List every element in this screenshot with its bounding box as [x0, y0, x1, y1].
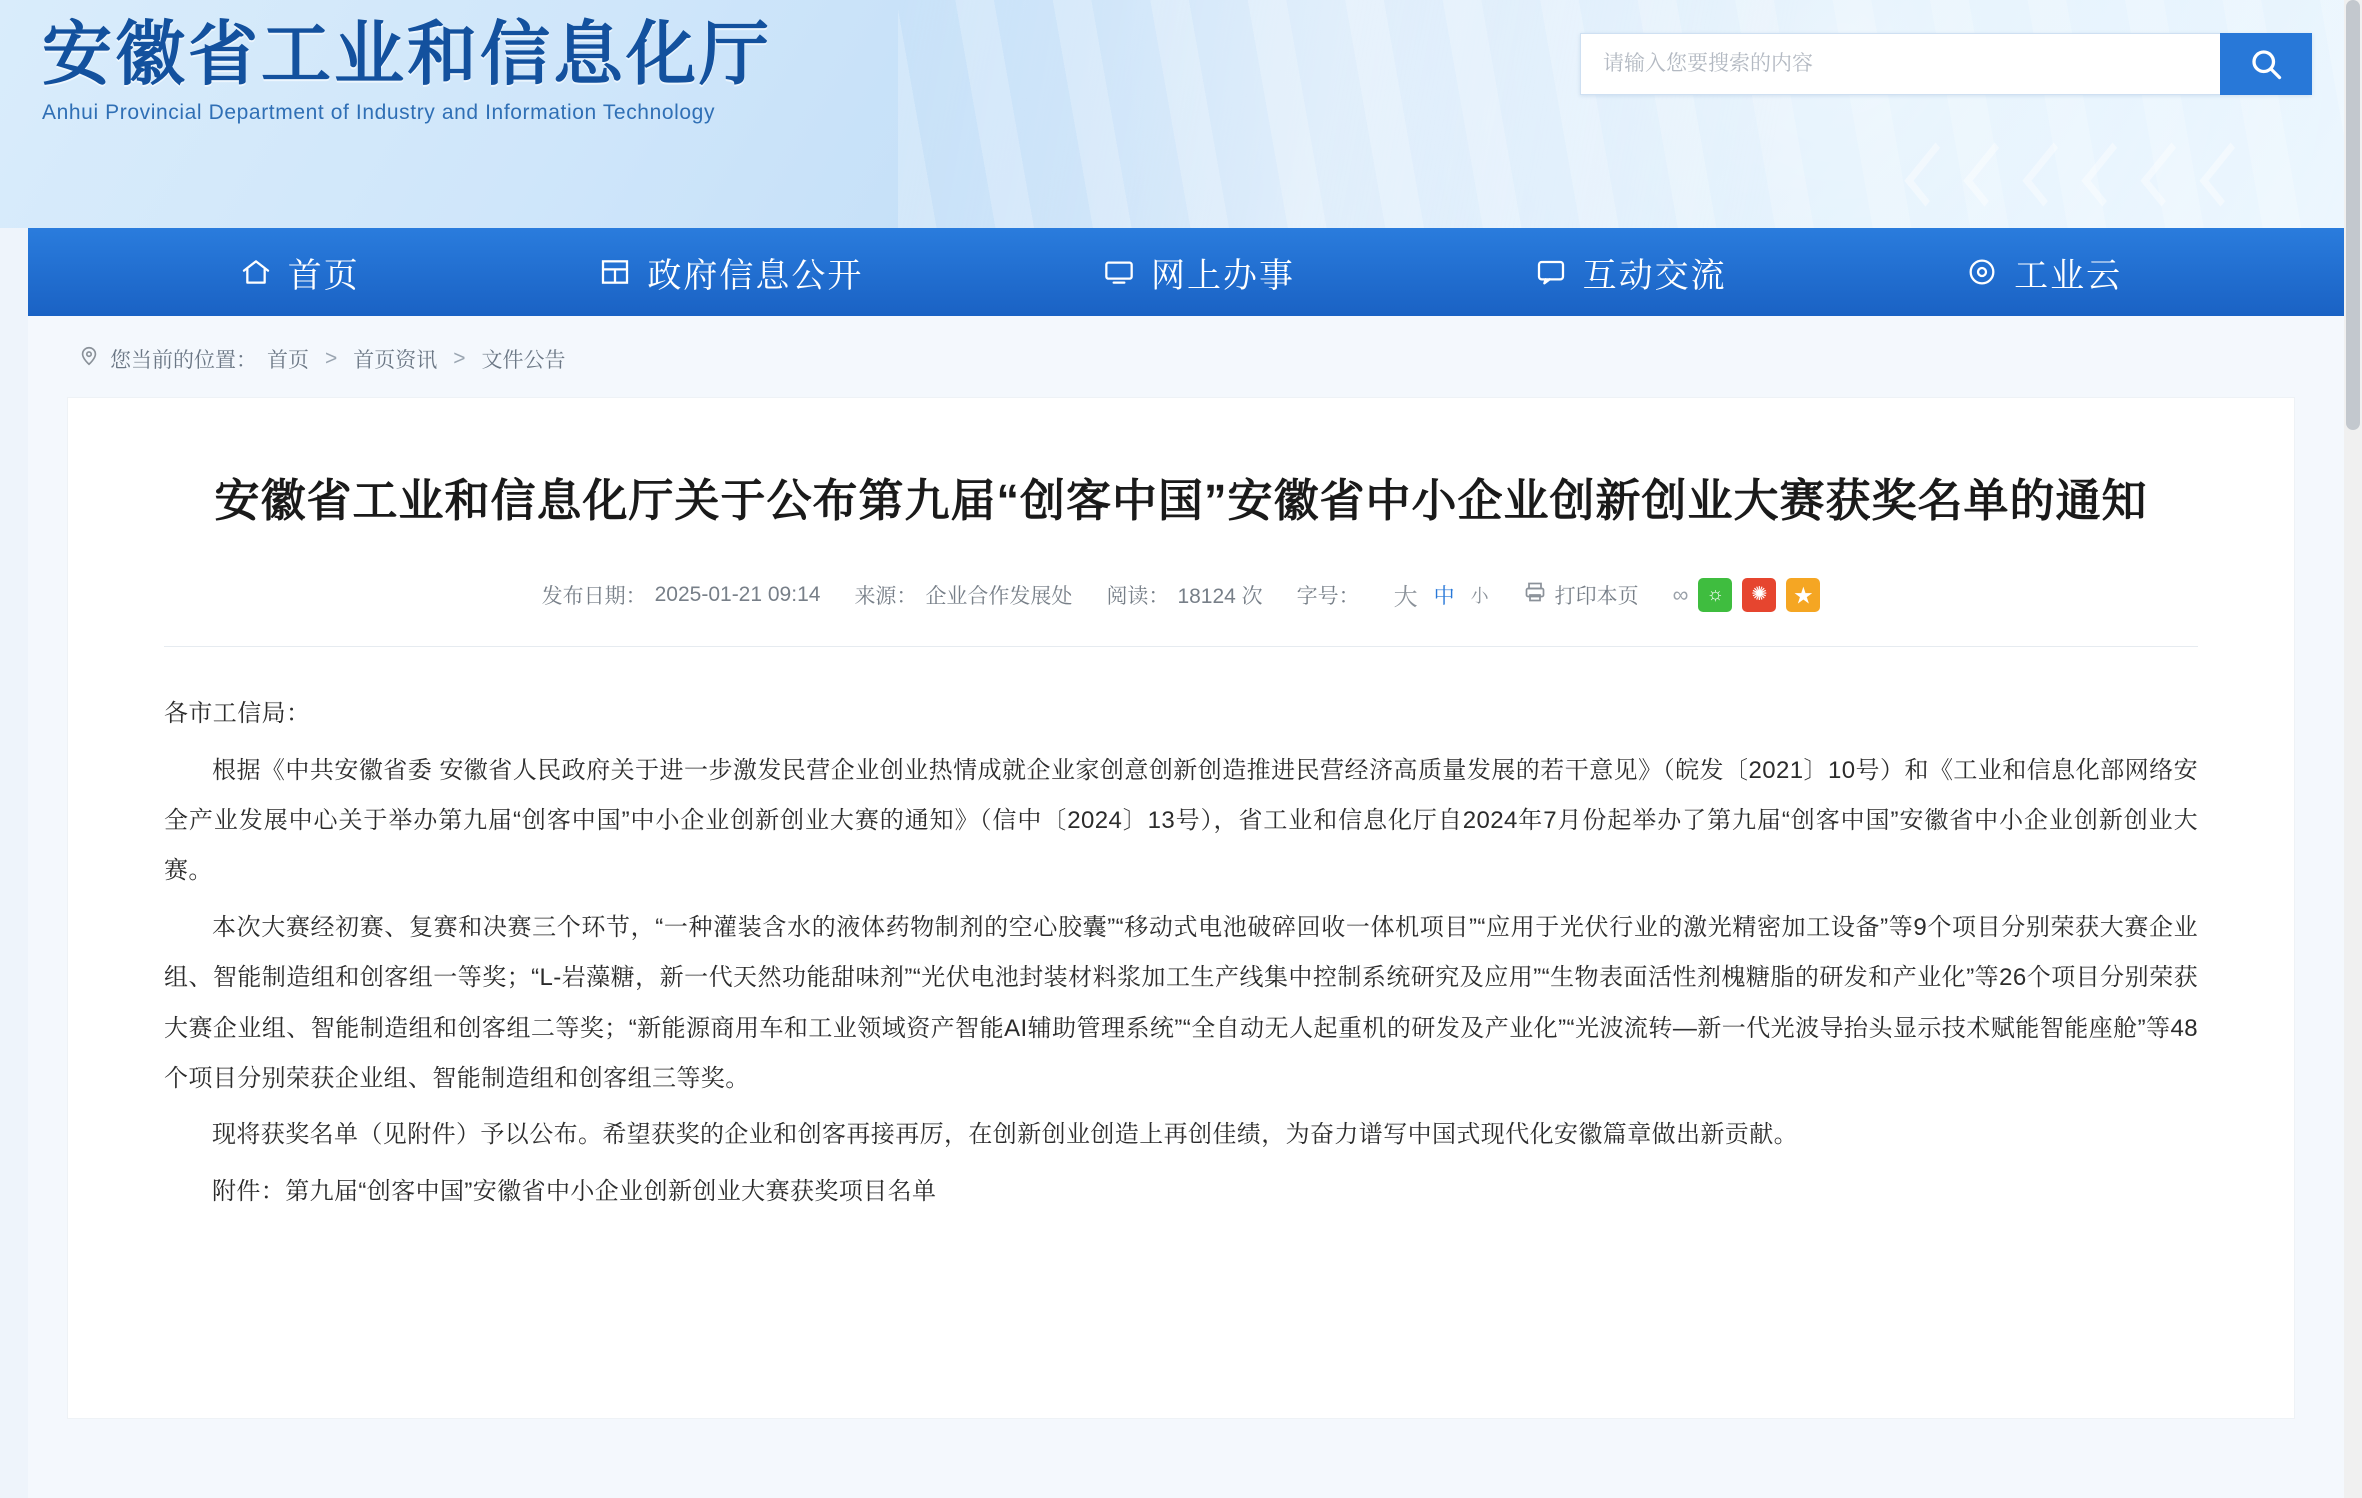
chevron-icon: [1964, 142, 2016, 206]
decorative-chevrons: [1914, 150, 2242, 199]
fontsize-switcher: [1394, 577, 1489, 612]
chevron-icon: [1905, 142, 1957, 206]
site-title: [42, 14, 772, 125]
article-meta: [164, 577, 2198, 647]
print-label: 打印本页: [1554, 584, 1639, 608]
grid-icon: [599, 256, 631, 288]
views-label: 阅读：: [1106, 584, 1170, 608]
fontsize-large-button[interactable]: 大: [1393, 584, 1418, 612]
page-scrollbar[interactable]: [2344, 0, 2362, 1498]
site-header: [0, 0, 2362, 228]
fontsize-label: 字号：: [1296, 584, 1360, 608]
page-title: 安徽省工业和信息化厅关于公布第九届“创客中国”安徽省中小企业创新创业大赛获奖名单的通知: [214, 475, 2148, 526]
fontsize-small-button[interactable]: 小: [1470, 585, 1489, 606]
nav-item-home[interactable]: [240, 248, 360, 297]
nav-item-online-service[interactable]: [1103, 248, 1295, 297]
article-paragraph: 各市工信局：: [164, 700, 311, 728]
chevron-icon: [2200, 142, 2252, 206]
nav-label: 网上办事: [1150, 256, 1295, 295]
main-nav: [0, 228, 2362, 316]
article-card: [68, 398, 2294, 1418]
nav-item-industry-cloud[interactable]: [1966, 248, 2122, 297]
cloud-icon: [1966, 256, 1998, 288]
source-value: 企业合作发展处: [925, 584, 1073, 608]
weibo-icon[interactable]: ✺: [1742, 578, 1776, 612]
breadcrumb-item-notice[interactable]: 文件公告: [481, 349, 566, 372]
monitor-icon: [1103, 256, 1135, 288]
content-area: [0, 316, 2362, 1498]
breadcrumb-separator: >: [325, 347, 338, 370]
article-paragraph: 本次大赛经初赛、复赛和决赛三个环节，“一种灌装含水的液体药物制剂的空心胶囊”“移动式电池破碎回收一体机项目”“应用于光伏行业的激光精密加工设备”等9个项目分别荣获大赛企业组、智能制造组和创客组一等奖；“L-岩藻糖，新一代天然功能甜味剂”“光伏电池封装材料浆加工生产线集中控制系统研究及应用”“生物表面活性剂槐糖脂的研发和产业化”等26个项目分别荣获大赛企业组、智能制造组和创客组二等奖；“新能源商用车和工业领域资产智能AI辅助管理系统”“全自动无人起重机的研发及产业化”“光波流转—新一代光波导抬头显示技术赋能智能座舱”等48个项目分别荣获企业组、智能制造组和创客组三等奖。: [164, 913, 2198, 1092]
nav-item-government-info[interactable]: [599, 248, 863, 297]
chevron-icon: [2082, 142, 2134, 206]
share-link-icon[interactable]: ∞: [1672, 581, 1689, 607]
breadcrumb: [0, 316, 2362, 398]
chevron-icon: [2141, 142, 2193, 206]
site-title-en: Anhui Provincial Department of Industry and Information Technology: [42, 100, 716, 124]
wechat-icon[interactable]: ☼: [1698, 578, 1732, 612]
article-body: [164, 647, 2198, 1217]
nav-label: 工业云: [2014, 256, 2123, 295]
nav-item-interaction[interactable]: [1535, 248, 1727, 297]
article-paragraph: 根据《中共安徽省委 安徽省人民政府关于进一步激发民营企业创业热情成就企业家创意创新创造推进民营经济高质量发展的若干意见》（皖发〔2021〕10号）和《工业和信息化部网络安全产业发展中心关于举办第九届“创客中国”中小企业创新创业大赛的通知》（信中〔2024〕13号），省工业和信息化厅自2024年7月份起举办了第九届“创客中国”安徽省中小企业创新创业大赛。: [164, 756, 2198, 885]
chevron-icon: [2023, 142, 2075, 206]
search-box[interactable]: [1580, 33, 2312, 95]
nav-label: 政府信息公开: [647, 256, 864, 295]
location-pin-icon: [78, 345, 100, 373]
nav-label: 首页: [287, 256, 360, 295]
page-left-edge: [0, 228, 28, 1498]
printer-icon: [1523, 580, 1547, 610]
source-label: 来源：: [854, 584, 918, 608]
breadcrumb-item-home[interactable]: 首页: [267, 349, 309, 372]
article-attachment[interactable]: 附件：第九届“创客中国”安徽省中小企业创新创业大赛获奖项目名单: [212, 1177, 937, 1205]
breadcrumb-item-news[interactable]: 首页资讯: [353, 349, 438, 372]
search-button[interactable]: [2220, 33, 2312, 95]
print-button[interactable]: [1523, 580, 1639, 610]
home-icon: [240, 256, 272, 288]
fontsize-medium-button[interactable]: 中: [1433, 584, 1455, 608]
search-input[interactable]: [1580, 33, 2220, 95]
publish-date-label: 发布日期：: [541, 584, 647, 608]
search-icon: [2248, 46, 2284, 82]
article-paragraph: 现将获奖名单（见附件）予以公布。希望获奖的企业和创客再接再厉，在创新创业创造上再创佳绩，为奋力谱写中国式现代化安徽篇章做出新贡献。: [212, 1121, 1798, 1149]
breadcrumb-prefix: 您当前的位置：: [110, 349, 257, 372]
scrollbar-thumb[interactable]: [2346, 0, 2360, 430]
qq-icon[interactable]: ★: [1786, 578, 1820, 612]
share-group: [1673, 578, 1821, 612]
site-title-cn: 安徽省工业和信息化厅: [42, 15, 772, 93]
publish-date-value: 2025-01-21 09:14: [654, 582, 821, 606]
nav-label: 互动交流: [1582, 256, 1727, 295]
breadcrumb-separator: >: [453, 347, 466, 370]
chat-icon: [1535, 256, 1567, 288]
views-value: 18124 次: [1177, 584, 1263, 608]
